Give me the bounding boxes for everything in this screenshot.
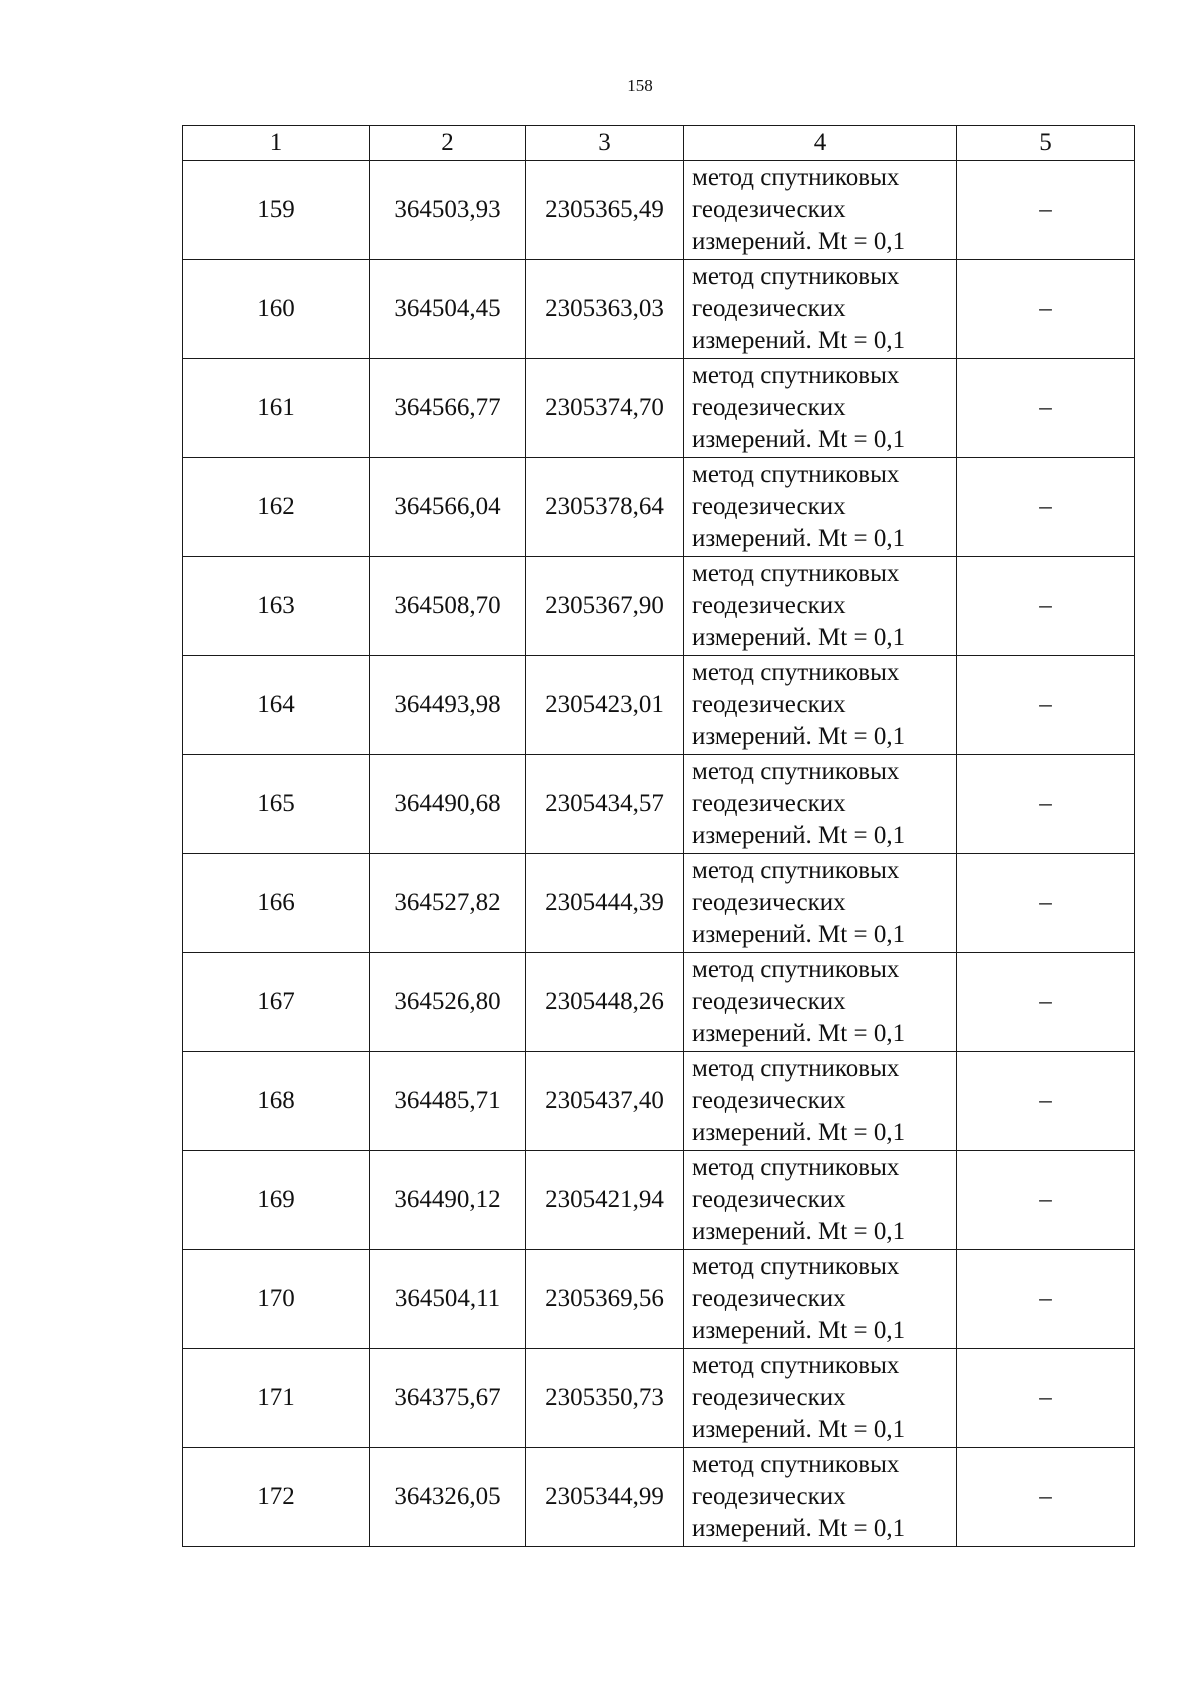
table-row [183,755,1135,854]
point-number-cell: 163 [183,557,370,656]
method-cell: метод спутниковых геодезических измерений. Mt = 0,1 [684,656,957,755]
y-coordinate-cell: 2305421,94 [526,1151,684,1250]
method-cell: метод спутниковых геодезических измерений. Mt = 0,1 [684,1448,957,1547]
table-row [183,656,1135,755]
table-row [183,854,1135,953]
point-number-cell: 170 [183,1250,370,1349]
point-number-cell: 166 [183,854,370,953]
point-number-cell: 171 [183,1349,370,1448]
note-cell: – [957,953,1135,1052]
x-coordinate-cell: 364508,70 [370,557,526,656]
table-row [183,458,1135,557]
y-coordinate-cell: 2305423,01 [526,656,684,755]
x-coordinate-cell: 364375,67 [370,1349,526,1448]
table-header-row [183,126,1135,161]
note-cell: – [957,458,1135,557]
table-row [183,359,1135,458]
column-header: 3 [526,126,684,161]
method-cell: метод спутниковых геодезических измерений. Mt = 0,1 [684,359,957,458]
x-coordinate-cell: 364504,11 [370,1250,526,1349]
point-number-cell: 164 [183,656,370,755]
method-cell: метод спутниковых геодезических измерений. Mt = 0,1 [684,557,957,656]
table-row [183,260,1135,359]
x-coordinate-cell: 364526,80 [370,953,526,1052]
table-row [183,1250,1135,1349]
x-coordinate-cell: 364566,77 [370,359,526,458]
x-coordinate-cell: 364490,68 [370,755,526,854]
table-row [183,161,1135,260]
point-number-cell: 168 [183,1052,370,1151]
method-cell: метод спутниковых геодезических измерений. Mt = 0,1 [684,953,957,1052]
point-number-cell: 165 [183,755,370,854]
y-coordinate-cell: 2305350,73 [526,1349,684,1448]
y-coordinate-cell: 2305378,64 [526,458,684,557]
method-cell: метод спутниковых геодезических измерений. Mt = 0,1 [684,1052,957,1151]
x-coordinate-cell: 364490,12 [370,1151,526,1250]
table-row [183,1052,1135,1151]
column-header: 2 [370,126,526,161]
point-number-cell: 167 [183,953,370,1052]
note-cell: – [957,1349,1135,1448]
note-cell: – [957,557,1135,656]
coordinates-table [182,125,1135,1547]
column-header: 4 [684,126,957,161]
method-cell: метод спутниковых геодезических измерений. Mt = 0,1 [684,854,957,953]
point-number-cell: 162 [183,458,370,557]
x-coordinate-cell: 364326,05 [370,1448,526,1547]
note-cell: – [957,1448,1135,1547]
x-coordinate-cell: 364493,98 [370,656,526,755]
method-cell: метод спутниковых геодезических измерений. Mt = 0,1 [684,1250,957,1349]
page-number: 158 [627,76,653,95]
table-row [183,953,1135,1052]
y-coordinate-cell: 2305365,49 [526,161,684,260]
x-coordinate-cell: 364566,04 [370,458,526,557]
x-coordinate-cell: 364503,93 [370,161,526,260]
table-row [183,1349,1135,1448]
method-cell: метод спутниковых геодезических измерений. Mt = 0,1 [684,1349,957,1448]
method-cell: метод спутниковых геодезических измерений. Mt = 0,1 [684,260,957,359]
note-cell: – [957,1052,1135,1151]
x-coordinate-cell: 364504,45 [370,260,526,359]
method-cell: метод спутниковых геодезических измерений. Mt = 0,1 [684,1151,957,1250]
y-coordinate-cell: 2305344,99 [526,1448,684,1547]
note-cell: – [957,161,1135,260]
point-number-cell: 160 [183,260,370,359]
y-coordinate-cell: 2305374,70 [526,359,684,458]
y-coordinate-cell: 2305369,56 [526,1250,684,1349]
method-cell: метод спутниковых геодезических измерений. Mt = 0,1 [684,161,957,260]
point-number-cell: 161 [183,359,370,458]
y-coordinate-cell: 2305367,90 [526,557,684,656]
y-coordinate-cell: 2305363,03 [526,260,684,359]
note-cell: – [957,755,1135,854]
y-coordinate-cell: 2305437,40 [526,1052,684,1151]
note-cell: – [957,656,1135,755]
column-header: 5 [957,126,1135,161]
table-row [183,1151,1135,1250]
note-cell: – [957,1250,1135,1349]
y-coordinate-cell: 2305444,39 [526,854,684,953]
point-number-cell: 159 [183,161,370,260]
note-cell: – [957,359,1135,458]
point-number-cell: 172 [183,1448,370,1547]
note-cell: – [957,854,1135,953]
method-cell: метод спутниковых геодезических измерений. Mt = 0,1 [684,458,957,557]
table-row [183,1448,1135,1547]
table-row [183,557,1135,656]
method-cell: метод спутниковых геодезических измерений. Mt = 0,1 [684,755,957,854]
y-coordinate-cell: 2305434,57 [526,755,684,854]
note-cell: – [957,1151,1135,1250]
note-cell: – [957,260,1135,359]
column-header: 1 [183,126,370,161]
x-coordinate-cell: 364527,82 [370,854,526,953]
point-number-cell: 169 [183,1151,370,1250]
y-coordinate-cell: 2305448,26 [526,953,684,1052]
x-coordinate-cell: 364485,71 [370,1052,526,1151]
